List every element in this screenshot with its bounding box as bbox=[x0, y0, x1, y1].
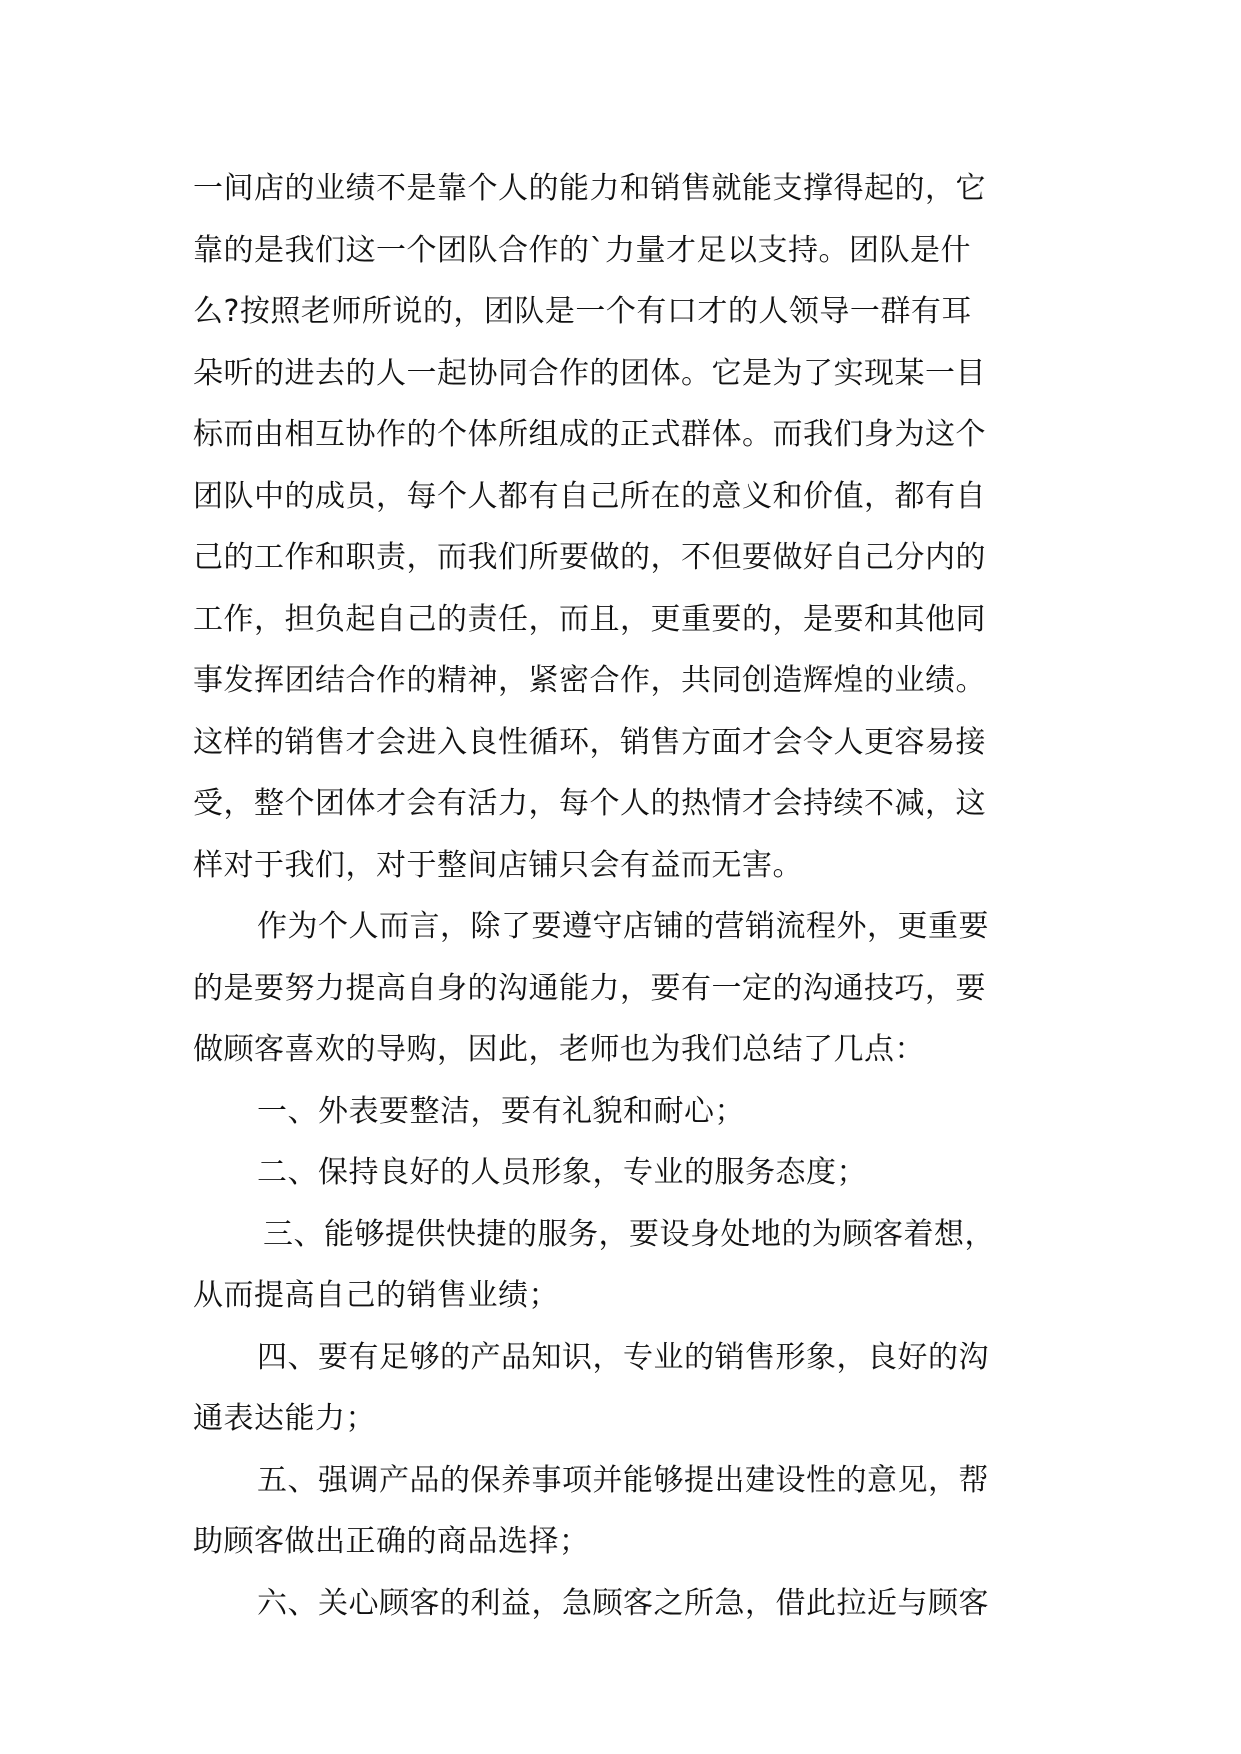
text-line: 一间店的业绩不是靠个人的能力和销售就能支撑得起的，它 bbox=[193, 171, 986, 206]
text-line: 受，整个团体才会有活力，每个人的热情才会持续不减，这 bbox=[193, 786, 986, 821]
paragraph-start-line: 作为个人而言，除了要遵守店铺的营销流程外，更重要 bbox=[257, 909, 989, 944]
text-line: 样对于我们，对于整间店铺只会有益而无害。 bbox=[193, 847, 803, 883]
list-item-6: 六、关心顾客的利益，急顾客之所急，借此拉近与顾客 bbox=[257, 1585, 989, 1621]
text-line: 这样的销售才会进入良性循环，销售方面才会令人更容易接 bbox=[193, 724, 986, 760]
text-line: 的是要努力提高自身的沟通能力，要有一定的沟通技巧，要 bbox=[193, 970, 986, 1006]
list-item-4: 四、要有足够的产品知识，专业的销售形象，良好的沟 bbox=[257, 1339, 989, 1375]
list-item-3: 三、能够提供快捷的服务，要设身处地的为顾客着想， bbox=[263, 1216, 995, 1252]
list-item-5: 五、强调产品的保养事项并能够提出建设性的意见，帮 bbox=[257, 1462, 989, 1498]
text-line: 么?按照老师所说的，团队是一个有口才的人领导一群有耳 bbox=[193, 294, 972, 329]
list-item-3-continuation: 从而提高自己的销售业绩； bbox=[193, 1278, 559, 1313]
list-item-5-continuation: 助顾客做出正确的商品选择； bbox=[193, 1524, 590, 1559]
text-line: 做顾客喜欢的导购，因此，老师也为我们总结了几点： bbox=[193, 1032, 925, 1067]
document-body bbox=[193, 158, 1073, 1634]
text-line: 标而由相互协作的个体所组成的正式群体。而我们身为这个 bbox=[193, 417, 986, 452]
list-item-1: 一、外表要整洁，要有礼貌和耐心； bbox=[257, 1093, 745, 1129]
list-item-2: 二、保持良好的人员形象，专业的服务态度； bbox=[257, 1155, 867, 1190]
text-line: 己的工作和职责，而我们所要做的，不但要做好自己分内的 bbox=[193, 540, 986, 575]
text-line: 朵听的进去的人一起协同合作的团体。它是为了实现某一目 bbox=[193, 355, 986, 391]
text-line: 团队中的成员，每个人都有自己所在的意义和价值，都有自 bbox=[193, 478, 986, 514]
text-line: 靠的是我们这一个团队合作的`力量才足以支持。团队是什 bbox=[193, 232, 971, 268]
list-item-4-continuation: 通表达能力； bbox=[193, 1401, 376, 1436]
text-line: 事发挥团结合作的精神，紧密合作，共同创造辉煌的业绩。 bbox=[193, 663, 986, 698]
text-line: 工作，担负起自己的责任，而且，更重要的，是要和其他同 bbox=[193, 601, 986, 637]
